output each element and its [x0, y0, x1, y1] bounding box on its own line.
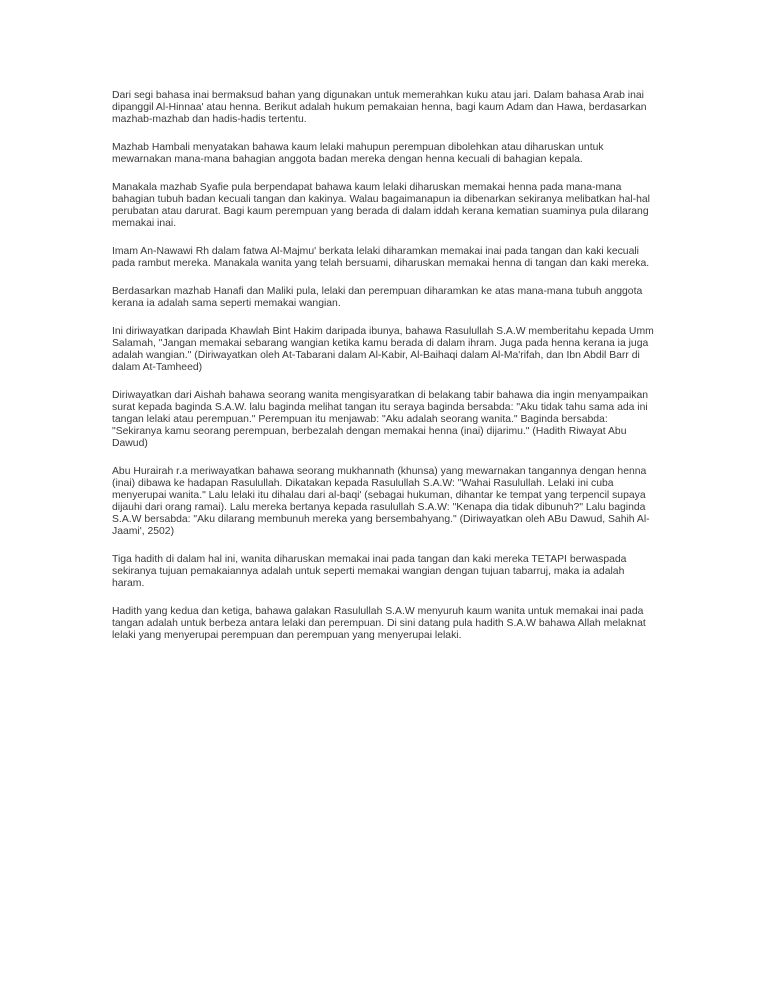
paragraph-syafie: Manakala mazhab Syafie pula berpendapat bahawa kaum lelaki diharuskan memakai henna pada mana-mana bahagian tubuh badan kecuali tangan dan kakinya. Walau bagaimanapun ia dibenarkan sekiranya melibatkan hal-hal perubatan atau darurat. Bagi kaum perempuan yang berada di dalam iddah kerana kematian suaminya pula dilarang memakai inai. — [112, 182, 650, 229]
paragraph-nawawi: Imam An-Nawawi Rh dalam fatwa Al-Majmu' berkata lelaki diharamkan memakai inai pada tangan dan kaki kecuali pada rambut mereka. Manakala wanita yang telah bersuami, diharuskan memakai henna di tangan dan kaki mereka. — [112, 246, 650, 269]
paragraph-hanafi-maliki: Berdasarkan mazhab Hanafi dan Maliki pula, lelaki dan perempuan diharamkan ke atas mana-mana tubuh anggota kerana ia adalah sama seperti memakai wangian. — [112, 286, 643, 309]
paragraph-second-third-hadith: Hadith yang kedua dan ketiga, bahawa galakan Rasulullah S.A.W menyuruh kaum wanita untuk memakai inai pada tangan adalah untuk berbeza antara lelaki dan perempuan. Di sini datang pula hadith S.A.W bahawa Allah melaknat lelaki yang menyerupai perempuan dan perempuan yang menyerupai lelaki. — [112, 606, 646, 641]
document-page — [112, 90, 658, 658]
paragraph-aishah-hadith: Diriwayatkan dari Aishah bahawa seorang wanita mengisyaratkan di belakang tabir bahawa dia ingin menyampaikan surat kepada baginda S.A.W. lalu baginda melihat tangan itu seraya baginda bersabda: "Aku tidak tahu sama ada ini tangan lelaki atau perempuan." Perempuan itu menjawab: "Aku adalah seorang wanita." Baginda bersabda: "Sekiranya kamu seorang perempuan, berbezalah dengan memakai henna (inai) dijarimu." (Hadith Riwayat Abu Dawud) — [112, 390, 649, 449]
paragraph-khawlah-hadith: Ini diriwayatkan daripada Khawlah Bint Hakim daripada ibunya, bahawa Rasulullah S.A.W memberitahu kepada Umm Salamah, "Jangan memakai sebarang wangian ketika kamu berada di dalam ihram. Juga pada henna kerana ia juga adalah wangian." (Diriwayatkan oleh At-Tabarani dalam Al-Kabir, Al-Baihaqi dalam Al-Ma'rifah, dan Ibn Abdil Barr di dalam At-Tamheed) — [112, 326, 654, 373]
paragraph-abu-hurairah-hadith: Abu Hurairah r.a meriwayatkan bahawa seorang mukhannath (khunsa) yang mewarnakan tangannya dengan henna (inai) dibawa ke hadapan Rasulullah. Dikatakan kepada Rasulullah S.A.W: "Wahai Rasulullah. Lelaki ini cuba menyerupai wanita." Lalu lelaki itu dihalau dari al-baqi' (sebagai hukuman, dihantar ke tempat yang terpencil supaya dijauhi dari orang ramai). Lalu mereka bertanya kepada rasulullah S.A.W: "Kenapa dia tidak dibunuh?" Lalu baginda S.A.W bersabda: "Aku dilarang membunuh mereka yang bersembahyang." (Diriwayatkan oleh ABu Dawud, Sahih Al-Jaami', 2502) — [112, 466, 650, 537]
paragraph-three-hadith: Tiga hadith di dalam hal ini, wanita diharuskan memakai inai pada tangan dan kaki mereka TETAPI berwaspada sekiranya tujuan pemakaiannya adalah untuk seperti memakai wangian dengan tujuan tabarruj, maka ia adalah haram. — [112, 554, 627, 589]
paragraph-hambali: Mazhab Hambali menyatakan bahawa kaum lelaki mahupun perempuan dibolehkan atau diharuskan untuk mewarnakan mana-mana bahagian anggota badan mereka dengan henna kecuali di bahagian kepala. — [112, 142, 604, 165]
paragraph-intro: Dari segi bahasa inai bermaksud bahan yang digunakan untuk memerahkan kuku atau jari. Dalam bahasa Arab inai dipanggil Al-Hinnaa' atau henna. Berikut adalah hukum pemakaian henna, bagi kaum Adam dan Hawa, berdasarkan mazhab-mazhab dan hadis-hadis tertentu. — [112, 90, 647, 125]
